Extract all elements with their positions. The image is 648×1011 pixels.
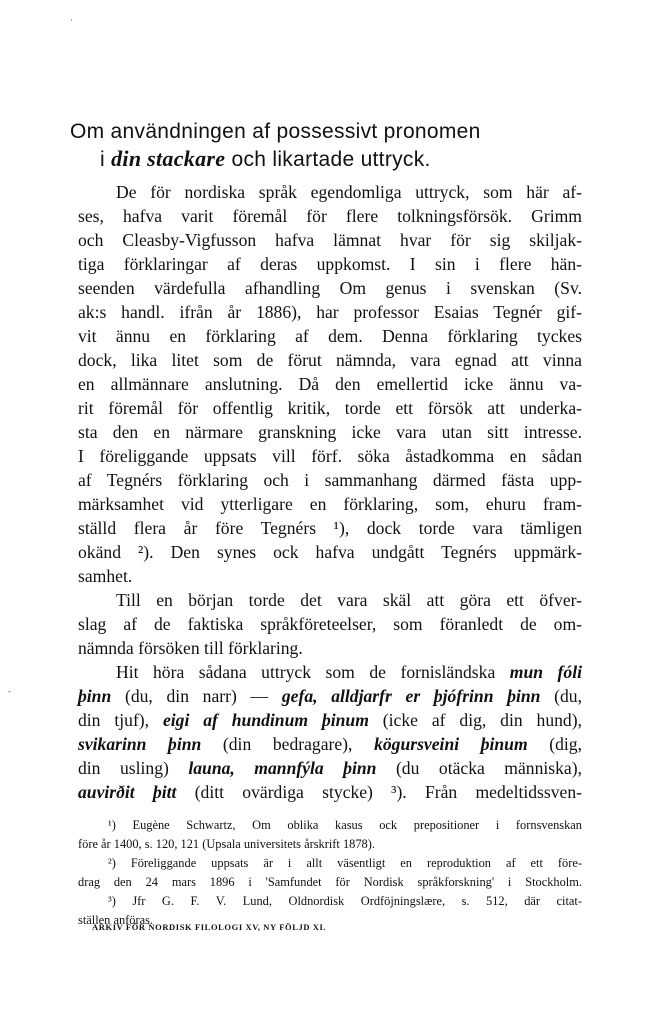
text-line: Hit höra sådana uttryck som de fornisländska mun fóli [116, 662, 582, 682]
print-speck: · [70, 16, 73, 25]
text-line: nämnda försöken till förklaring. [78, 638, 303, 658]
text-line: slag af de faktiska språkföreteelser, som föranledt de om- [78, 614, 582, 634]
title-line-1: Om användningen af possessivt pronomen [70, 120, 481, 143]
title-italic-phrase: din stackare [111, 146, 226, 171]
running-footer: ARKIV FÖR NORDISK FILOLOGI XV, NY FÖLJD XI. [92, 922, 327, 932]
footnote-line: ställen anföras. [78, 913, 154, 927]
article-body [78, 180, 582, 804]
text-line: och Cleasby-Vigfusson hafva lämnat hvar för sig skiljak- [78, 230, 582, 250]
footnote-line: ³) Jfr G. F. V. Lund, Oldnordisk Ordföjningslære, s. 512, där citat- [108, 894, 582, 908]
text-line: seenden värdefulla afhandling Om genus i svenskan (Sv. [78, 278, 582, 298]
text-line: tiga förklaringar af deras uppkomst. I sin i flere hän- [78, 254, 582, 274]
text-line: rit föremål för offentlig kritik, torde ett försök att underka- [78, 398, 582, 418]
text-line: svikarinn þinn (din bedragare), kögursveini þinum (dig, [78, 734, 583, 754]
text-line: dock, lika litet som de förut nämnda, vara egnad att vinna [78, 350, 582, 370]
text-line: I föreliggande uppsats vill förf. söka åstadkomma en sådan [78, 446, 582, 466]
margin-mark: - [8, 686, 11, 696]
footnotes [78, 816, 582, 930]
text-line: þinn (du, din narr) — gefa, alldjarfr er þjófrinn þinn (du, [78, 686, 583, 706]
text-line: din tjuf), eigi af hundinum þinum (icke af dig, din hund), [78, 710, 582, 730]
text-line: en allmännare anslutning. Då den emellertid icke ännu va- [78, 374, 582, 394]
text-line: märksamhet vid ytterligare en förklaring, som, ehuru fram- [78, 494, 582, 514]
footnote-line: ²) Föreliggande uppsats är i allt väsentligt en reproduktion af ett före- [108, 856, 582, 870]
text-line: ställd flera år före Tegnérs ¹), dock torde vara tämligen [78, 518, 582, 538]
text-line: sta den en närmare granskning icke vara utan sitt intresse. [78, 422, 582, 442]
text-line: ak:s handl. ifrån år 1886), har professor Esaias Tegnér gif- [78, 302, 582, 322]
text-line: okänd ²). Den synes ock hafva undgått Tegnérs uppmärk- [78, 542, 582, 562]
footnote-line: före år 1400, s. 120, 121 (Upsala universitets årskrift 1878). [78, 837, 375, 851]
text-line: De för nordiska språk egendomliga uttryck, som här af- [116, 182, 582, 202]
text-line: din usling) launa, mannfýla þinn (du otäcka människa), [78, 758, 582, 778]
text-line: vit ännu en förklaring af dem. Denna förklaring tyckes [78, 326, 582, 346]
text-line: auvirðit þitt (ditt ovärdiga stycke) ³). Från medeltidssven- [78, 782, 583, 802]
text-line: ses, hafva varit föremål för flere tolkningsförsök. Grimm [78, 206, 582, 226]
text-line: samhet. [78, 566, 133, 586]
article-title [70, 118, 586, 173]
text-line: Till en början torde det vara skäl att göra ett öfver- [116, 590, 582, 610]
footnote-line: ¹) Eugène Schwartz, Om oblika kasus ock prepositioner i fornsvenskan [108, 818, 582, 832]
footnote-line: drag den 24 mars 1896 i 'Samfundet för Nordisk språkforskning' i Stockholm. [78, 875, 582, 889]
text-line: af Tegnérs förklaring och i sammanhang därmed fästa upp- [78, 470, 582, 490]
title-line-2: i din stackare och likartade uttryck. [100, 146, 431, 171]
